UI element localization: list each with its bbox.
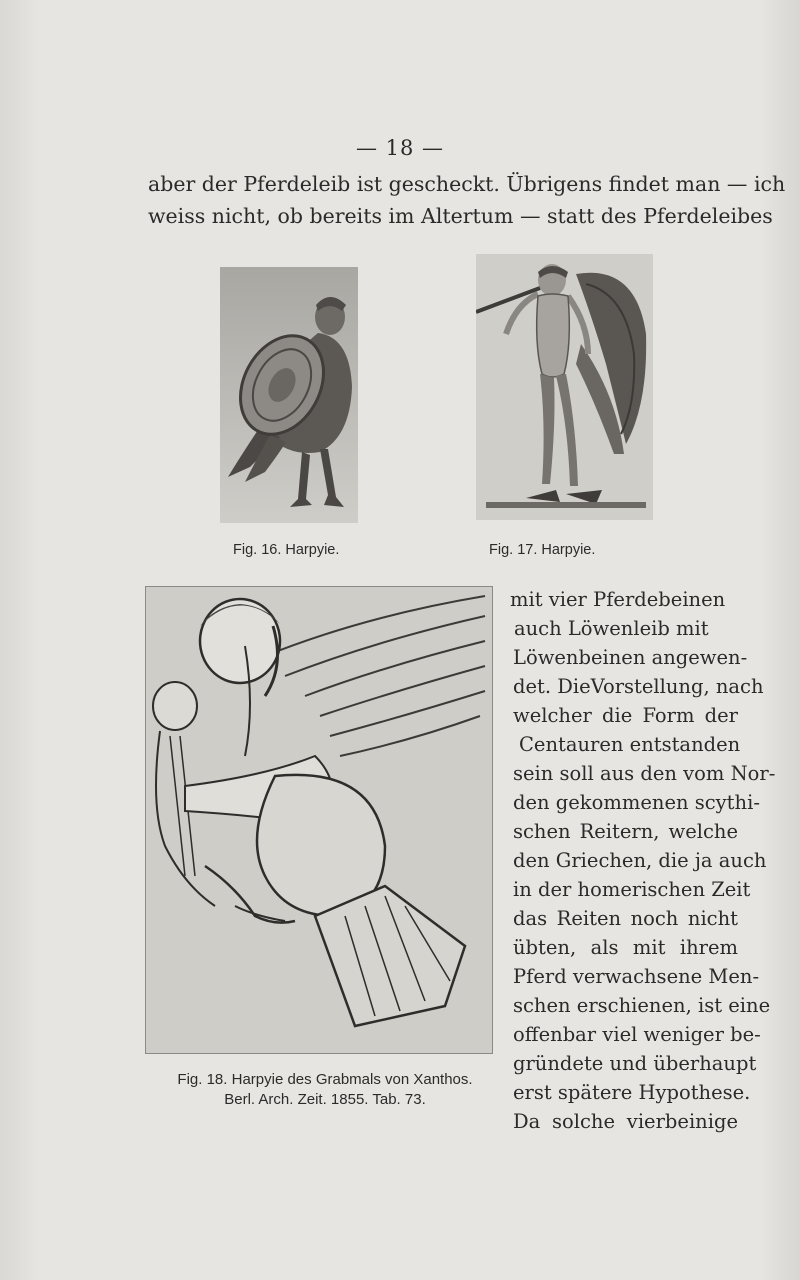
text-line-1: aber der Pferdeleib ist gescheckt. Übrigens findet man — ich [148, 172, 786, 196]
column-line-8: den gekommenen scythi- [513, 791, 760, 814]
figure-17-caption: Fig. 17. Harpyie. [489, 542, 596, 558]
column-line-13: übten, als mit ihrem [513, 936, 738, 959]
figure-16-image [220, 267, 358, 523]
column-line-10: den Griechen, die ja auch [513, 849, 767, 872]
column-line-11: in der homerischen Zeit [513, 878, 751, 901]
figure-16-caption: Fig. 16. Harpyie. [233, 542, 340, 558]
column-line-1: mit vier Pferdebeinen [510, 588, 726, 611]
figure-18-caption-line-1: Fig. 18. Harpyie des Grabmals von Xanthos. [177, 1071, 473, 1088]
column-line-18: erst spätere Hypothese. [513, 1081, 751, 1104]
column-line-16: offenbar viel weniger be- [513, 1023, 761, 1046]
column-line-17: gründete und überhaupt [513, 1052, 757, 1075]
text-line-2: weiss nicht, ob bereits im Altertum — statt des Pferdeleibes [148, 204, 773, 228]
column-line-3: Löwenbeinen angewen- [513, 646, 748, 669]
page-number: — 18 — [355, 136, 445, 160]
column-line-15: schen erschienen, ist eine [513, 994, 771, 1017]
column-line-7: sein soll aus den vom Nor- [513, 762, 776, 785]
column-line-9: schen Reitern, welche [513, 820, 738, 843]
figure-17-image [476, 254, 653, 520]
column-line-5: welcher die Form der [513, 704, 738, 727]
figure-18-image [145, 586, 493, 1054]
column-line-14: Pferd verwachsene Men- [513, 965, 760, 988]
column-line-4: det. DieVorstellung, nach [513, 675, 764, 698]
figure-18-caption [150, 1070, 500, 1110]
column-line-2: auch Löwenleib mit [514, 617, 709, 640]
column-line-12: das Reiten noch nicht [513, 907, 738, 930]
figure-18-caption-line-2: Berl. Arch. Zeit. 1855. Tab. 73. [224, 1091, 426, 1108]
column-line-6: Centauren entstanden [519, 733, 741, 756]
column-line-19: Da solche vierbeinige [513, 1110, 738, 1133]
